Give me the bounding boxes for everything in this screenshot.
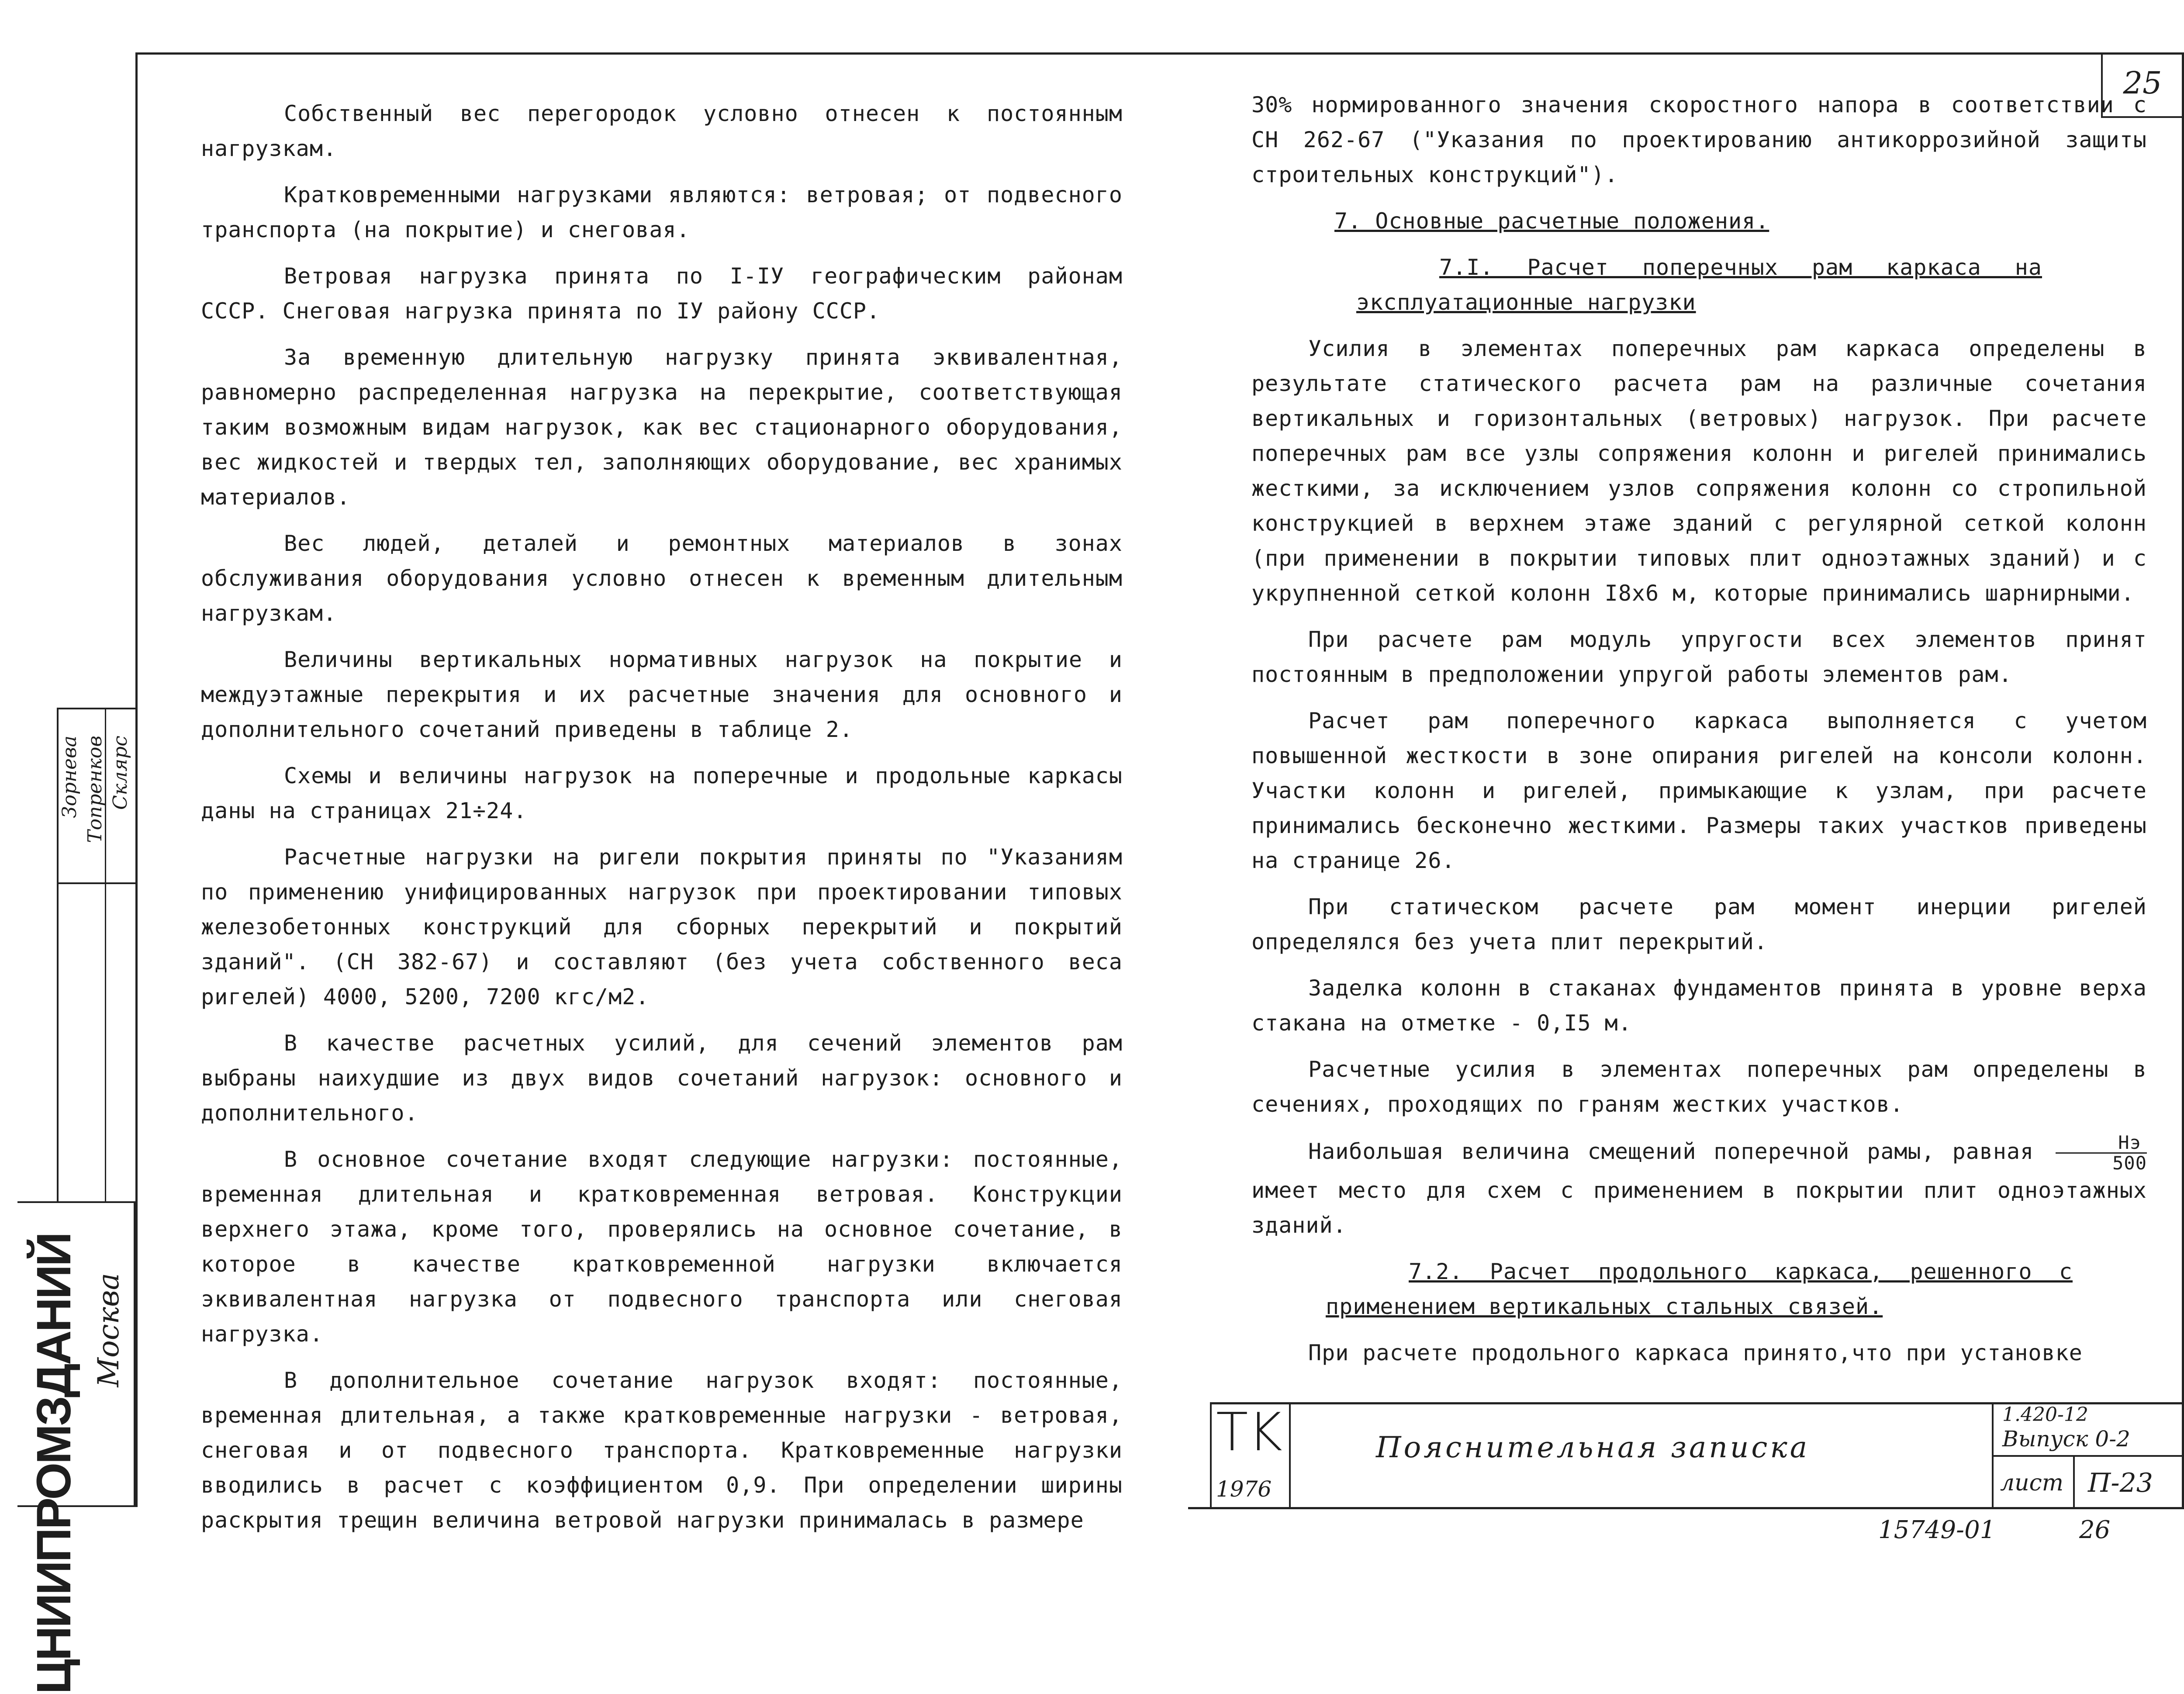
sheet-number-cell <box>2073 1455 2182 1509</box>
page-number: 25 <box>2123 65 2162 101</box>
org-code-cell <box>1210 1404 1291 1509</box>
org-code: TK <box>1216 1402 1282 1463</box>
stamp-name: Топренков <box>84 736 106 843</box>
stamp-name: Склярс <box>109 736 131 810</box>
stamp-inner-divider <box>105 708 106 1201</box>
fraction-numerator: Hэ <box>2056 1133 2147 1154</box>
document-title: Пояснительная записка <box>1376 1431 1810 1464</box>
stamp-org-cell <box>17 1201 135 1694</box>
archive-code: 15749-01 <box>1878 1516 1996 1544</box>
stamp-org: ЦНИИПРОМЗДАНИЙ <box>27 1234 81 1694</box>
issue-number: Выпуск 0-2 <box>2002 1426 2130 1452</box>
page-frame-left <box>135 52 138 1507</box>
paragraph: При статическом расчете рам момент инерции ригелей определялся без учета плит перекрытий. <box>1251 894 2147 954</box>
sheet-number: П-23 <box>2088 1468 2153 1498</box>
sheet-label: лист <box>2000 1470 2064 1496</box>
paragraph: Ветровая нагрузка принята по I-IУ географическим районам СССР. Снеговая нагрузка принята по IУ району СССР. <box>201 263 1123 324</box>
series-number: 1.420-12 <box>2002 1404 2088 1426</box>
subsection-heading: 7.2. Расчет продольного каркаса, решенного с применением вертикальных стальных связей. <box>1326 1259 2073 1319</box>
left-stamp <box>17 708 135 1694</box>
subsection-heading: 7.I. Расчет поперечных рам каркаса на эксплуатационные нагрузки <box>1356 255 2042 315</box>
paragraph: В качестве расчетных усилий, для сечений элементов рам выбраны наихудшие из двух видов сочетаний нагрузок: основного и дополнительного. <box>201 1030 1123 1126</box>
year: 1976 <box>1216 1476 1272 1502</box>
paragraph: Величины вертикальных нормативных нагрузок на покрытие и междуэтажные перекрытия и их расчетные значения для основного и дополнительного сочетаний приведены в таблице 2. <box>201 647 1123 742</box>
page-frame-top <box>135 52 2184 55</box>
paragraph: Собственный вес перегородок условно отнесен к постоянным нагрузкам. <box>201 101 1123 161</box>
displacement-text: Наибольшая величина смещений поперечной рамы, равная <box>1308 1139 2034 1164</box>
series-cell <box>1992 1404 2182 1457</box>
paragraph: Заделка колонн в стаканах фундаментов принята в уровне верха стакана на отметке - 0,I5 м. <box>1251 975 2147 1036</box>
paragraph: За временную длительную нагрузку принята эквивалентная, равномерно распределенная нагрузка на перекрытие, соответствующая таким возможным видам нагрузок, как вес стационарного оборудования, вес жидкостей и твердых тел, заполняющих оборудование, вес хранимых материалов. <box>201 345 1123 510</box>
displacement-text-cont: имеет место для схем с применением в покрытии плит одноэтажных зданий. <box>1251 1178 2147 1238</box>
paragraph: 30% нормированного значения скоростного напора в соответствии с СН 262-67 ("Указания по проектированию антикоррозийной защиты строительных конструкций"). <box>1251 92 2147 187</box>
paragraph: Расчетные нагрузки на ригели покрытия приняты по "Указаниям по применению унифицированных нагрузок при проектировании типовых железобетонных конструкций для сборных перекрытий и покрытий зданий". (СН 382-67) и составляют (без учета собственного веса ригелей) 4000, 5200, 7200 кгс/м2. <box>201 844 1123 1009</box>
paragraph: Расчетные усилия в элементах поперечных рам определены в сечениях, проходящих по граням жестких участков. <box>1251 1057 2147 1117</box>
title-block <box>1210 1402 2182 1507</box>
left-text-column <box>201 96 1123 1549</box>
section-heading: 7. Основные расчетные положения. <box>1334 208 1769 234</box>
paragraph <box>1251 1133 2147 1243</box>
stamp-city: Москва <box>92 1273 125 1387</box>
paragraph: Вес людей, деталей и ремонтных материалов в зонах обслуживания оборудования условно отнесен к временным длительным нагрузкам. <box>201 531 1123 626</box>
page-frame-right <box>2182 52 2184 1507</box>
displacement-fraction <box>2056 1133 2147 1173</box>
stamp-inner-divider <box>57 882 135 884</box>
stamp-name: Зорнева <box>59 736 81 818</box>
fraction-denominator: 500 <box>2112 1152 2147 1174</box>
paragraph: В основное сочетание входят следующие нагрузки: постоянные, временная длительная и кратковременная ветровая. Конструкции верхнего этажа, кроме того, проверялись на основное сочетание, в которое в качестве кратковременной нагрузки включается эквивалентная нагрузка от подвесного транспорта или снеговая нагрузка. <box>201 1147 1123 1347</box>
paragraph: Кратковременными нагрузками являются: ветровая; от подвесного транспорта (на покрытие) и снеговая. <box>201 182 1123 242</box>
paragraph: Расчет рам поперечного каркаса выполняется с учетом повышенной жесткости в зоне опирания ригелей на консоли колонн. Участки колонн и ригелей, примыкающие к узлам, при расчете принимались бесконечно жесткими. Размеры таких участков приведены на странице 26. <box>1251 708 2147 873</box>
right-text-column <box>1251 87 2147 1382</box>
sheet-label-cell <box>1992 1455 2075 1509</box>
paragraph: В дополнительное сочетание нагрузок входят: постоянные, временная длительная, а также кратковременные нагрузки - ветровая, снеговая и от подвесного транспорта. Кратковременные нагрузки вводились в расчет с коэффициентом 0,9. При определении ширины раскрытия трещин величина ветровой нагрузки принималась в размере <box>201 1368 1123 1533</box>
archive-page: 26 <box>2079 1516 2111 1544</box>
paragraph: Усилия в элементах поперечных рам каркаса определены в результате статического расчета рам на различные сочетания вертикальных и горизонтальных (ветровых) нагрузок. При расчете поперечных рам все узлы сопряжения колонн и ригелей принимались жесткими, за исключением узлов сопряжения колонн со стропильной конструкцией в верхнем этаже зданий с регулярной сеткой колонн (при применении в покрытии типовых плит одноэтажных зданий) и с укрупненной сеткой колонн I8x6 м, которые принимались шарнирными. <box>1251 336 2147 606</box>
stamp-names-cell <box>57 708 135 1203</box>
paragraph: Схемы и величины нагрузок на поперечные и продольные каркасы даны на страницах 21÷24. <box>201 763 1123 823</box>
paragraph: При расчете продольного каркаса принято,что при установке <box>1308 1340 2083 1366</box>
paragraph: При расчете рам модуль упругости всех элементов принят постоянным в предположении упругой работы элементов рам. <box>1251 627 2147 687</box>
